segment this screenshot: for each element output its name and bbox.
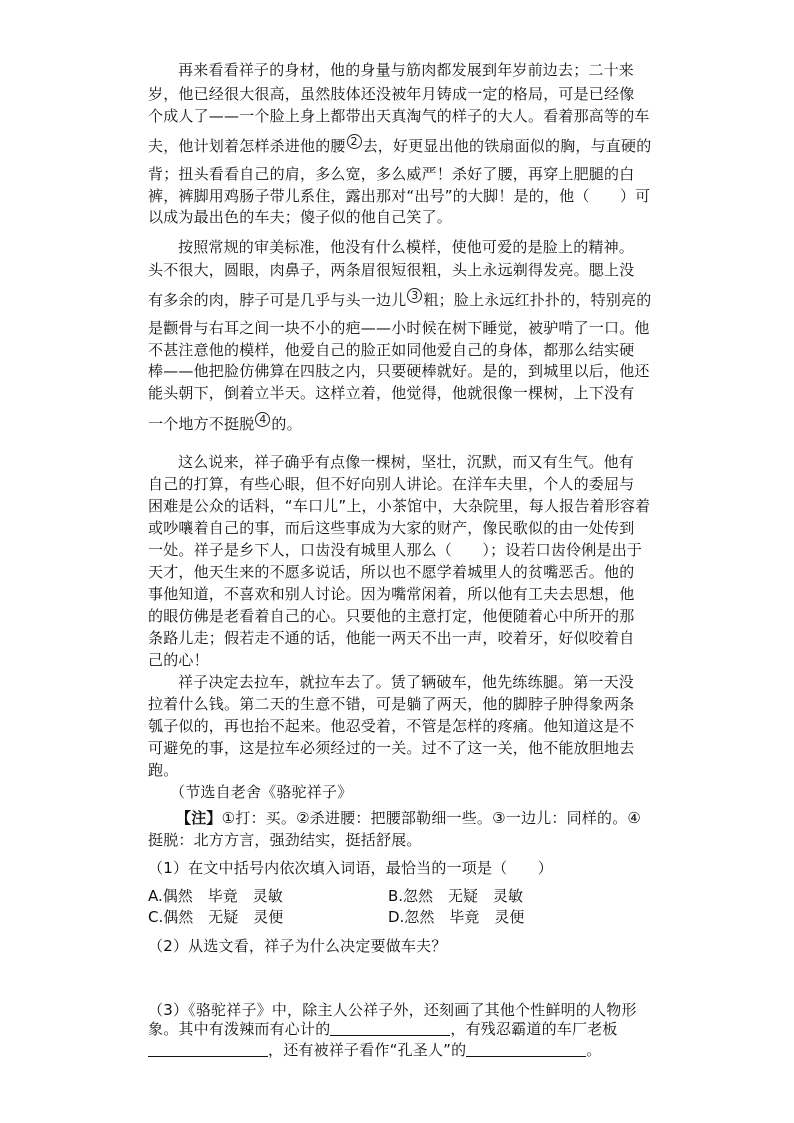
text-line: 头不很大，圆眼，肉鼻子，两条眉很短很粗，头上永远剃得发亮。腮上没 (148, 261, 635, 279)
text-run: 夫，他计划着怎样杀进他的腰 (148, 137, 346, 155)
note-number: ② (296, 809, 310, 827)
notes-line: 挺脱：北方方言，强劲结实，挺括舒展。 (148, 831, 422, 849)
answer-blank[interactable] (148, 1042, 268, 1057)
text-line: 能头朝下，倒着立半天。这样立着，他觉得，他就很像一棵树，上下没有 (148, 384, 635, 402)
note-number: ④ (627, 809, 642, 827)
text-line: 以成为最出色的车夫；傻子似的他自己笑了。 (148, 208, 453, 226)
text-line: 己的心！ (148, 651, 209, 669)
text-line: 这么说来，祥子确乎有点像一棵树，坚壮，沉默，而又有生气。他有 (178, 453, 635, 471)
text-line: 一处。祥子是乡下人，口齿没有城里人那么（ ）；设若口齿伶俐是出于 (148, 541, 643, 559)
notes-label: 【注】 (176, 809, 222, 827)
text-run: 一个地方不挺脱 (148, 415, 255, 433)
question-1-stem: （1）在文中括号内依次填入词语，最恰当的一项是（ ） (148, 859, 553, 877)
text-line: 拉着什么钱。第二天的生意不错，可是躺了两天，他的脚脖子肿得象两条 (148, 695, 635, 713)
text-line: 天才，他天生来的不愿多说话，所以也不愿学着城里人的贫嘴恶舌。他的 (148, 563, 635, 581)
footnote-mark: 3 (407, 288, 422, 303)
text-line: 不甚注意他的模样，他爱自己的脸正如同他爱自己的身体，都那么结实硬 (148, 341, 635, 359)
note-number: ③ (492, 809, 506, 827)
text-run: 象。其中有泼辣而有心计的 (148, 1020, 331, 1038)
text-line: 背；扭头看看自己的肩，多么宽，多么威严！杀好了腰，再穿上肥腿的白 (148, 165, 635, 183)
question-3-line (148, 1040, 602, 1060)
question-2: （2）从选文看，祥子为什么决定要做车夫？ (148, 937, 447, 955)
note-number: ① (221, 809, 236, 827)
text-line: 裤，裤脚用鸡肠子带儿系住，露出那对“出号”的大脚！是的，他（ ）可 (148, 187, 651, 205)
text-line (148, 288, 651, 310)
text-line: 条路儿走；假若走不通的话，他能一两天不出一声，咬着牙，好似咬着自 (148, 629, 635, 647)
text-line (148, 134, 651, 156)
text-line: 再来看看祥子的身材，他的身量与筋肉都发展到年岁前边去；二十来 (178, 61, 635, 79)
text-line: 岁，他已经很大很高，虽然肢体还没被年月铸成一定的格局，可是已经像 (148, 85, 635, 103)
text-run: ，有残忍霸道的车厂老板 (450, 1020, 618, 1038)
note-text: 打：买。 (235, 809, 297, 827)
text-run: ，还有被祥子看作“孔圣人”的 (268, 1041, 467, 1059)
option-b: B.忽然 无疑 灵敏 (388, 887, 524, 905)
option-a: A.偶然 毕竟 灵敏 (148, 887, 283, 905)
text-line: 事他知道，不喜欢和别人讨论。因为嘴常闲着，所以他有工夫去思想，他 (148, 585, 635, 603)
text-line: 或吵嚷着自己的事，而后这些事成为大家的财产，像民歌似的由一处传到 (148, 519, 635, 537)
text-run: 。 (586, 1041, 602, 1059)
text-line: 的眼仿佛是老看着自己的心。只要他的主意打定，他便随着心中所开的那 (148, 607, 635, 625)
text-line: 跑。 (148, 761, 179, 779)
answer-blank[interactable] (466, 1042, 586, 1057)
text-line: 是颧骨与右耳之间一块不小的疤——小时候在树下睡觉，被驴啃了一口。他 (148, 319, 650, 337)
text-run: 粗；脸上永远红扑扑的，特别亮的 (423, 291, 652, 309)
text-line: 瓠子似的，再也抬不起来。他忍受着，不管是怎样的疼痛。他知道这是不 (148, 717, 635, 735)
footnote-mark: 2 (347, 134, 362, 149)
text-run: 有多余的肉，脖子可是几乎与头一边儿 (148, 291, 407, 309)
text-run: 的。 (271, 415, 302, 433)
question-3-line: （3）《骆驼祥子》中，除主人公祥子外，还刻画了其他个性鲜明的人物形 (148, 1001, 637, 1019)
text-line: 个成人了——一个脸上身上都带出天真淘气的样子的大人。看着那高等的车 (148, 107, 650, 125)
option-c: C.偶然 无疑 灵便 (148, 908, 284, 926)
note-text: 杀进腰：把腰部勒细一些。 (309, 809, 493, 827)
text-line: 困难是公众的话料，“车口儿”上，小茶馆中，大杂院里，每人报告着形容着 (148, 497, 651, 515)
text-line (148, 412, 302, 434)
answer-blank[interactable] (330, 1021, 450, 1036)
option-d: D.忽然 毕竟 灵便 (388, 908, 525, 926)
note-text: 一边儿：同样的。 (505, 809, 628, 827)
notes-line (176, 808, 641, 828)
question-3-line (148, 1019, 618, 1039)
text-line: 按照常规的审美标准，他没有什么模样，使他可爱的是脸上的精神。 (178, 238, 635, 256)
text-line: 自己的打算，有些心眼，但不好向别人讲论。在洋车夫里，个人的委屈与 (148, 475, 635, 493)
footnote-mark: 4 (255, 412, 270, 427)
text-line: 可避免的事，这是拉车必须经过的一关。过不了这一关，他不能放胆地去 (148, 739, 635, 757)
source-citation: （节选自老舍《骆驼祥子》 (170, 783, 353, 801)
text-line: 祥子决定去拉车，就拉车去了。赁了辆破车，他先练练腿。第一天没 (178, 673, 635, 691)
text-run: 去，好更显出他的铁扇面似的胸，与直硬的 (362, 137, 652, 155)
text-line: 棒——他把脸仿佛算在四肢之内，只要硬棒就好。是的，到城里以后，他还 (148, 362, 650, 380)
